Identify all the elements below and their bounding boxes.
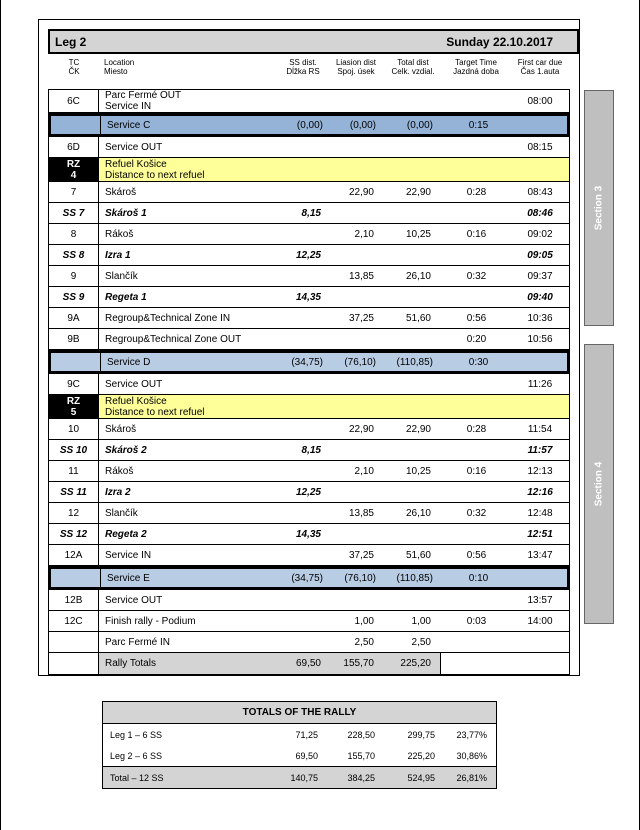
location-cell: Slančík [105,270,138,282]
summary-label: Leg 2 – 6 SS [110,750,163,761]
service-row [48,566,570,590]
summary-liaison: 228,50 [347,729,375,740]
table-row [48,374,570,395]
location-cell: Refuel Košice Distance to next refuel [99,395,569,418]
liaison-cell: 1,00 [354,615,374,627]
total-cell: 51,60 [405,312,431,324]
total-cell: (0,00) [406,119,433,131]
table-row [48,503,570,524]
total-cell: (110,85) [396,572,433,584]
leg-header [48,29,579,54]
col-header-tc: TC ČK [68,58,80,76]
tc-cell: 12C [49,611,99,631]
totals-row [48,653,570,675]
tc-cell: SS 12 [49,524,99,544]
tc-cell: 6D [49,137,99,157]
col-header-ss-dist: SS dist. Dĺžka RS [286,58,320,76]
location-cell: Skároš [105,423,137,435]
col-header-location: Location Miesto [104,58,135,76]
ss-dist-cell: (0,00) [296,119,323,131]
ss-row [48,524,570,545]
tc-cell: 12B [49,590,99,610]
location-cell: Regroup&Technical Zone IN [105,312,231,324]
tc-cell: 7 [49,182,99,202]
ss-dist-cell: 14,35 [295,291,321,303]
liaison-cell: 2,10 [354,228,374,240]
location-cell: Rákoš [105,228,134,240]
target-cell: 0:16 [466,465,487,477]
ss-dist-cell: 8,15 [301,444,321,456]
tc-cell: SS 9 [49,287,99,307]
table-row [48,308,570,329]
tc-cell: 8 [49,224,99,244]
ss-dist-cell: (34,75) [291,356,323,368]
summary-percent: 26,81% [456,772,487,783]
summary-row [103,745,496,766]
total-cell: 22,90 [405,423,431,435]
target-cell: 0:56 [466,312,487,324]
ss-row [48,287,570,308]
target-cell: 0:10 [468,572,489,584]
liaison-cell: (76,10) [344,356,376,368]
table-row [48,545,570,566]
ss-dist-cell: 8,15 [301,207,321,219]
summary-row [103,724,496,745]
refuel-row [48,395,570,419]
rally-totals-table [102,701,497,789]
rz-cell: RZ 5 [49,395,99,418]
first-car-cell: 14:00 [527,615,553,627]
tc-cell: SS 7 [49,203,99,223]
summary-total: 225,20 [407,750,435,761]
ss-row [48,440,570,461]
col-header-first-car: First car due Čas 1.auta [517,58,563,76]
total-cell: 225,20 [400,658,431,669]
ss-dist-cell: 12,25 [295,249,321,261]
first-car-cell: 09:37 [527,270,553,282]
location-cell: Service OUT [105,378,163,390]
target-cell: 0:16 [466,228,487,240]
liaison-cell: 22,90 [348,186,374,198]
service-row [48,113,570,137]
ss-row [48,203,570,224]
location-cell: Finish rally - Podium [105,615,196,627]
first-car-cell: 10:36 [527,312,553,324]
first-car-cell: 13:47 [527,549,553,561]
location-cell: Rally Totals [105,658,156,669]
total-cell: (110,85) [396,356,433,368]
location-cell: Skároš [105,186,137,198]
tc-cell: 10 [49,419,99,439]
first-car-cell: 08:43 [527,186,553,198]
leg-date: Sunday 22.10.2017 [446,35,553,49]
liaison-cell: 13,85 [348,507,374,519]
summary-ss: 69,50 [295,750,318,761]
col-header-target: Target Time Jazdná doba [453,58,499,76]
summary-percent: 30,86% [456,750,487,761]
total-cell: 2,50 [411,636,431,648]
tc-cell: SS 8 [49,245,99,265]
first-car-cell: 10:56 [527,333,553,345]
tc-cell: 12 [49,503,99,523]
service-row [48,350,570,374]
liaison-cell: 37,25 [348,549,374,561]
first-car-cell: 09:02 [527,228,553,240]
summary-label: Leg 1 – 6 SS [110,729,163,740]
total-cell: 51,60 [405,549,431,561]
liaison-cell: 13,85 [348,270,374,282]
liaison-cell: (76,10) [344,572,376,584]
location-cell: Parc Fermé OUT Service IN [105,90,182,112]
tc-cell: 9C [49,374,99,394]
tc-cell [51,116,101,134]
tc-cell: 9B [49,329,99,349]
first-car-cell: 08:46 [527,207,553,219]
leg-title: Leg 2 [55,35,87,49]
first-car-cell: 12:48 [527,507,553,519]
ss-row [48,245,570,266]
first-car-cell: 12:16 [527,486,553,498]
target-cell: 0:20 [466,333,487,345]
location-cell: Refuel Košice Distance to next refuel [99,158,569,181]
first-car-cell: 08:15 [527,141,553,153]
location-cell: Service E [107,572,150,584]
table-row [48,632,570,653]
first-car-cell: 11:54 [527,423,553,435]
col-header-liaison: Liasion dist Spoj. úsek [335,58,377,76]
summary-liaison: 384,25 [347,772,375,783]
first-car-cell: 11:26 [527,378,553,390]
rz-cell: RZ 4 [49,158,99,181]
location-cell: Regeta 1 [105,291,147,303]
first-car-cell: 12:13 [527,465,553,477]
tc-cell: 12A [49,545,99,565]
total-cell: 26,10 [405,270,431,282]
location-cell: Service OUT [105,141,163,153]
section-3-marker [584,90,614,326]
tc-cell: SS 10 [49,440,99,460]
summary-row-total [103,766,496,788]
tc-cell [51,353,101,371]
tc-cell: 9A [49,308,99,328]
target-cell: 0:32 [466,507,487,519]
summary-ss: 71,25 [295,729,318,740]
summary-label: Total – 12 SS [110,772,164,783]
target-cell: 0:32 [466,270,487,282]
tc-cell: SS 11 [49,482,99,502]
total-cell: 22,90 [405,186,431,198]
tc-cell [49,632,99,652]
summary-total: 299,75 [407,729,435,740]
target-cell: 0:30 [468,356,489,368]
table-row [48,266,570,287]
target-cell: 0:15 [468,119,489,131]
first-car-cell: 09:40 [527,291,553,303]
location-cell: Izra 2 [105,486,131,498]
first-car-cell: 11:57 [527,444,553,456]
location-cell: Slančík [105,507,138,519]
itinerary-table [48,89,570,675]
liaison-cell: 37,25 [348,312,374,324]
first-car-cell: 13:57 [527,594,553,606]
location-cell: Rákoš [105,465,134,477]
section-4-marker [584,344,614,624]
location-cell: Parc Fermé IN [105,636,171,648]
refuel-row [48,158,570,182]
rally-totals-title: TOTALS OF THE RALLY [103,702,496,724]
location-cell: Regeta 2 [105,528,147,540]
table-row [48,590,570,611]
ss-dist-cell: 12,25 [295,486,321,498]
liaison-cell: 22,90 [348,423,374,435]
table-row [48,182,570,203]
first-car-cell: 12:51 [527,528,553,540]
liaison-cell: 155,70 [343,658,374,669]
location-cell: Skároš 2 [105,444,147,456]
section-4-label: Section 4 [593,461,605,507]
tc-cell: 6C [49,90,99,112]
target-cell: 0:28 [466,423,487,435]
liaison-cell: 2,50 [354,636,374,648]
tc-cell: 11 [49,461,99,481]
ss-dist-cell: 69,50 [295,658,321,669]
summary-ss: 140,75 [290,772,318,783]
table-row [48,461,570,482]
location-cell: Service OUT [105,594,163,606]
tc-cell [51,569,101,587]
location-cell: Skároš 1 [105,207,147,219]
ss-dist-cell: 14,35 [295,528,321,540]
target-cell: 0:28 [466,186,487,198]
location-cell: Service IN [105,549,152,561]
table-row [48,611,570,632]
summary-total: 524,95 [407,772,435,783]
target-cell: 0:03 [466,615,487,627]
first-car-cell: 08:00 [527,95,553,107]
liaison-cell: (0,00) [349,119,376,131]
total-cell: 10,25 [405,465,431,477]
location-cell: Service C [107,119,151,131]
table-row [48,419,570,440]
target-cell: 0:56 [466,549,487,561]
summary-liaison: 155,70 [347,750,375,761]
table-row [48,89,570,113]
col-header-total: Total dist Celk. vzdial. [391,58,435,76]
first-car-cell: 09:05 [527,249,553,261]
location-cell: Regroup&Technical Zone OUT [105,333,242,345]
location-cell: Service D [107,356,151,368]
total-cell: 1,00 [411,615,431,627]
total-cell: 10,25 [405,228,431,240]
table-row [48,224,570,245]
tc-cell [49,653,99,674]
liaison-cell: 2,10 [354,465,374,477]
table-row [48,329,570,350]
table-row [48,137,570,158]
tc-cell: 9 [49,266,99,286]
summary-percent: 23,77% [456,729,487,740]
section-3-label: Section 3 [593,185,605,231]
total-cell: 26,10 [405,507,431,519]
location-cell: Izra 1 [105,249,131,261]
ss-dist-cell: (34,75) [291,572,323,584]
ss-row [48,482,570,503]
